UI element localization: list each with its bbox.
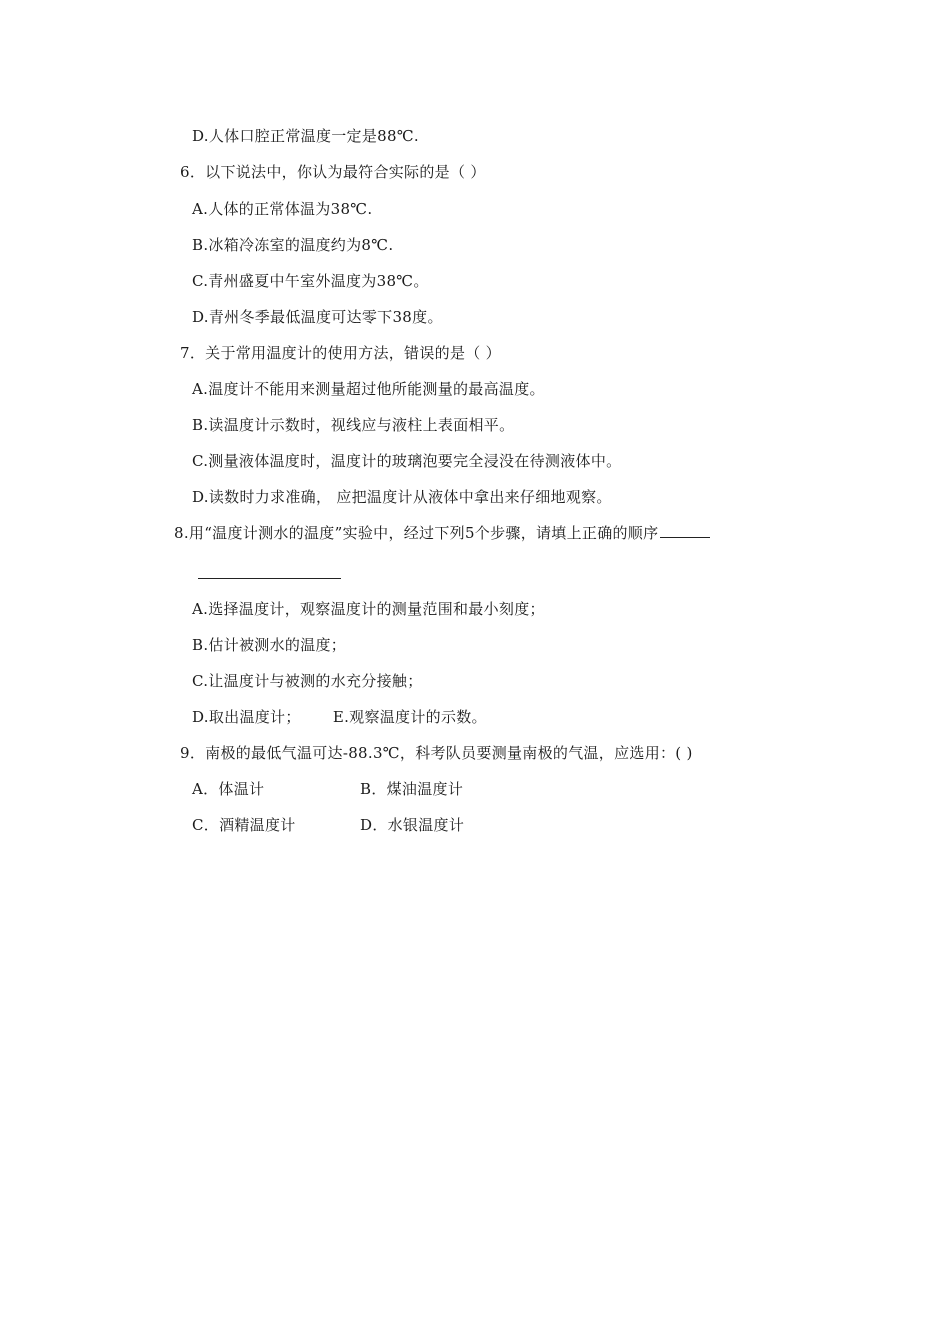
q8-option-d: D.取出温度计； xyxy=(192,708,301,726)
q7-option-d: D.读数时力求准确， 应把温度计从液体中拿出来仔细地观察。 xyxy=(192,488,612,506)
q9-option-a: A．体温计 xyxy=(192,780,265,798)
q8-stem: 8.用“温度计测水的温度”实验中，经过下列5个步骤，请填上正确的顺序 xyxy=(174,524,659,542)
q6-option-a: A.人体的正常体温为38℃. xyxy=(192,200,373,218)
q7-option-b: B.读温度计示数时，视线应与液柱上表面相平。 xyxy=(192,416,515,434)
q9-stem: 9．南极的最低气温可达-88.3℃，科考队员要测量南极的气温，应选用：( ) xyxy=(180,744,693,762)
q8-option-a: A.选择温度计，观察温度计的测量范围和最小刻度； xyxy=(192,600,545,618)
answer-blank-continued[interactable] xyxy=(198,578,341,579)
q6-stem: 6．以下说法中，你认为最符合实际的是（ ） xyxy=(180,163,486,181)
q6-option-c: C.青州盛夏中午室外温度为38℃。 xyxy=(192,272,429,290)
q7-stem: 7．关于常用温度计的使用方法，错误的是（ ） xyxy=(180,344,501,362)
q6-option-b: B.冰箱冷冻室的温度约为8℃. xyxy=(192,236,394,254)
q9-option-b: B．煤油温度计 xyxy=(360,780,464,798)
q7-option-a: A.温度计不能用来测量超过他所能测量的最高温度。 xyxy=(192,380,545,398)
q7-option-c: C.测量液体温度时，温度计的玻璃泡要完全浸没在待测液体中。 xyxy=(192,452,622,470)
q8-option-c: C.让温度计与被测的水充分接触； xyxy=(192,672,423,690)
q6-option-d: D.青州冬季最低温度可达零下38度。 xyxy=(192,308,443,326)
q8-option-e: E.观察温度计的示数。 xyxy=(332,708,487,726)
q9-options-row-2 xyxy=(192,815,465,835)
q8-option-b: B.估计被测水的温度； xyxy=(192,636,347,654)
q8-options-de-row xyxy=(192,707,487,727)
q8-stem-line xyxy=(174,523,710,543)
q9-option-c: C．酒精温度计 xyxy=(192,816,296,834)
q9-options-row-1 xyxy=(192,779,464,799)
answer-blank[interactable] xyxy=(660,523,710,538)
q9-option-d: D．水银温度计 xyxy=(360,816,465,834)
q5-option-d: D.人体口腔正常温度一定是88℃. xyxy=(192,127,419,145)
